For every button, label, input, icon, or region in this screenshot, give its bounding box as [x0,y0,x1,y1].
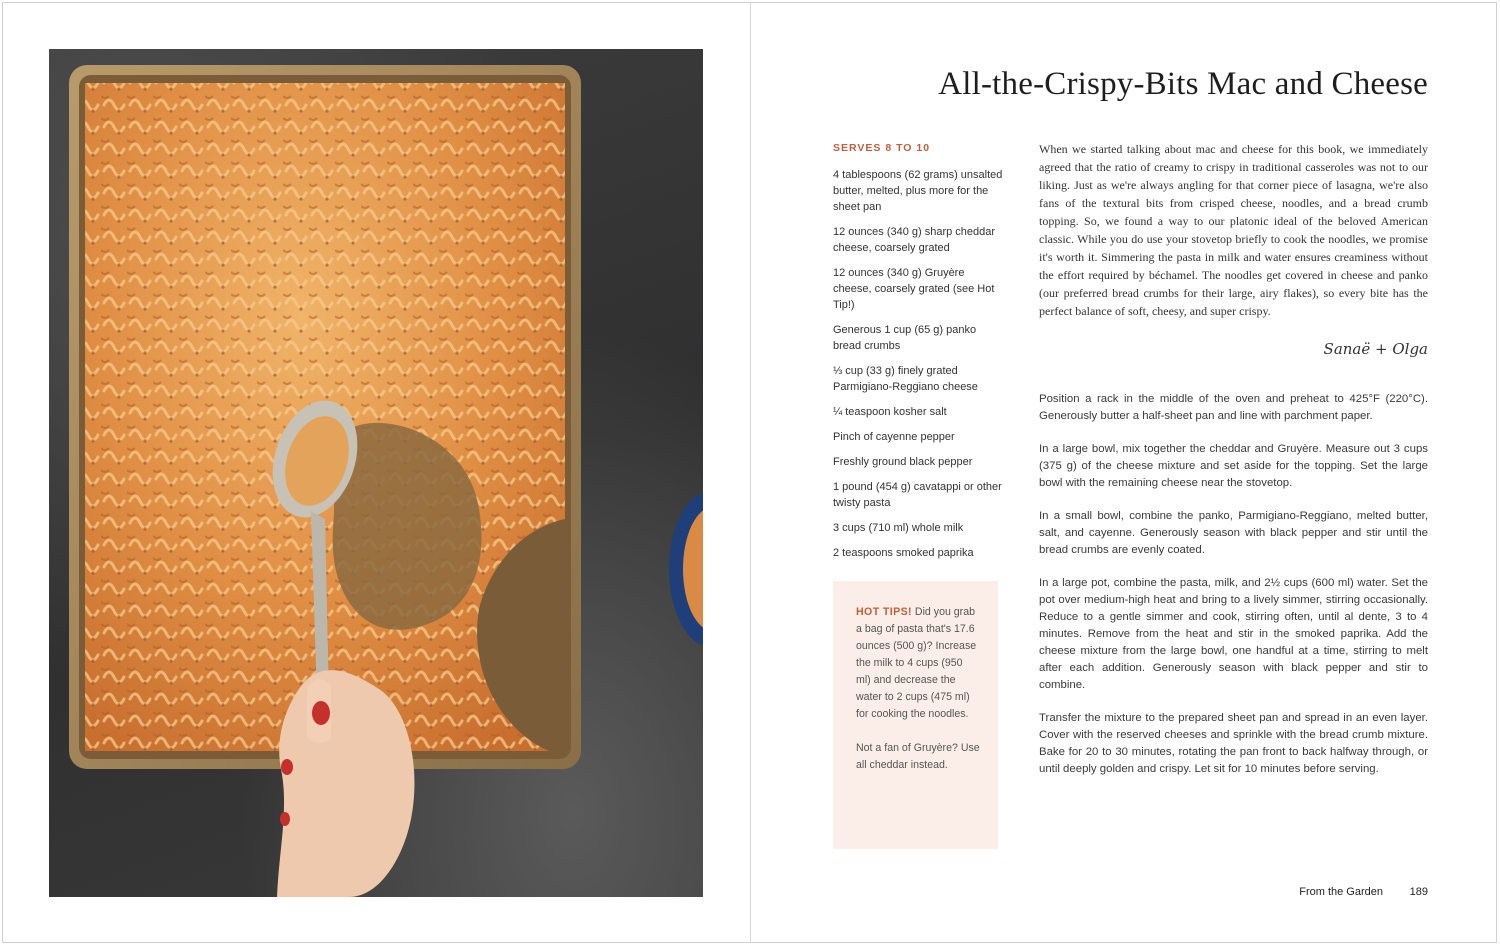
method-step: In a small bowl, combine the panko, Parmigiano-Reggiano, melted butter, salt, and cayenne. Generously season with black pepper and stir until the bread crumbs are evenly coated. [1039,510,1428,556]
recipe-photo [49,49,703,897]
hot-tip-note: Not a fan of Gruyère? Use all cheddar instead. [856,742,980,771]
ingredient-item: Pinch of cayenne pepper [833,431,955,443]
hot-tip-body: Did you grab a bag of pasta that's 17.6 ounces (500 g)? Increase the milk to 4 cups (950 ml) and decrease the water to 2 cups (475 ml) for cooking the noodles. [856,606,977,720]
ingredient-item: 4 tablespoons (62 grams) unsalted butter, melted, plus more for the sheet pan [833,169,1003,213]
method-step: In a large bowl, mix together the cheddar and Gruyère. Measure out 3 cups (375 g) of the cheese mixture and set aside for the topping. Set the large bowl with the remaining cheese near the stovetop. [1039,443,1428,489]
ingredient-item: Freshly ground black pepper [833,456,973,468]
hot-tips-heading: HOT TIPS! [856,606,912,618]
ingredient-item: 12 ounces (340 g) sharp cheddar cheese, coarsely grated [833,226,996,254]
ingredient-list [833,167,1005,570]
ingredient-item: Generous 1 cup (65 g) panko bread crumbs [833,324,977,352]
ingredient-item: 1 pound (454 g) cavatappi or other twisty pasta [833,481,1002,509]
mac-and-cheese-illustration [49,49,703,897]
author-signature: Sanaë + Olga [1323,340,1428,358]
page-gutter [750,2,751,943]
ingredient-item: ¼ teaspoon kosher salt [833,406,947,418]
ingredient-item: 12 ounces (340 g) Gruyère cheese, coarsely grated (see Hot Tip!) [833,267,995,311]
method-step: Position a rack in the middle of the oven and preheat to 425°F (220°C). Generously butter a half-sheet pan and line with parchment paper. [1039,393,1428,422]
hot-tip-paragraph [856,604,980,723]
ingredient-item: ⅓ cup (33 g) finely grated Parmigiano-Reggiano cheese [833,365,978,393]
serves-label: SERVES 8 TO 10 [833,142,931,154]
method-step: In a large pot, combine the pasta, milk, and 2½ cups (600 ml) water. Set the pot over medium-high heat and bring to a lively simmer, stirring occasionally. Reduce to a gentle simmer and cook, stirring often, until al dente, 3 to 4 minutes. Remove from the heat and stir in the smoked paprika. Add the cheese mixture from the large bowl, one handful at a time, stirring to melt after each addition. Generously season with black pepper and stir to combine. [1039,577,1428,691]
method-steps [1039,391,1428,794]
recipe-title: All-the-Crispy-Bits Mac and Cheese [938,66,1428,102]
ingredient-item: 2 teaspoons smoked paprika [833,547,974,559]
recipe-intro: When we started talking about mac and cheese for this book, we immediately agreed that the ratio of creamy to crispy in traditional casseroles was not to our liking. Just as we're always angling for that corner piece of lasagna, we're also fans of the textural bits from crisped cheese, noodles, and a bread crumb topping. So, we found a way to our platonic ideal of the beloved American classic. While you do use your stovetop briefly to cook the noodles, we promise it's worth it. Simmering the pasta in milk and water ensures creaminess without the effort required by béchamel. The noodles get covered in cheese and panko (our preferred bread crumbs for their large, airy flakes), so every bite has the perfect balance of soft, cheesy, and super crispy. [1039,142,1428,318]
method-step: Transfer the mixture to the prepared sheet pan and spread in an even layer. Cover with the reserved cheeses and sprinkle with the bread crumb mixture. Bake for 20 to 30 minutes, rotating the pan front to back halfway through, or until deeply golden and crispy. Let sit for 10 minutes before serving. [1039,712,1428,775]
page-number: 189 [1409,886,1428,898]
hot-tips-box [833,581,998,849]
footer-section-name: From the Garden [1299,886,1383,898]
ingredient-item: 3 cups (710 ml) whole milk [833,522,964,534]
